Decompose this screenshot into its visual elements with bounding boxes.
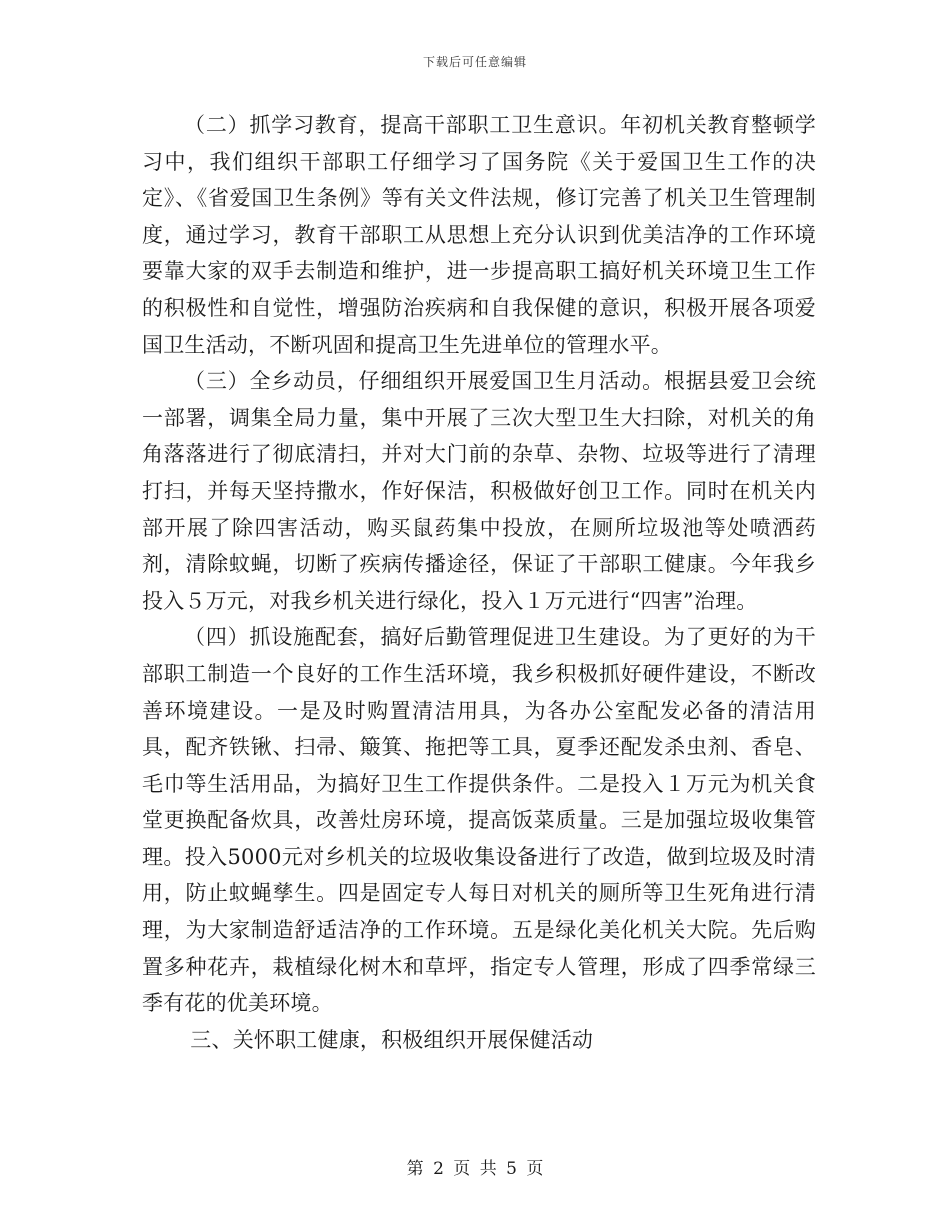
paragraph-4: （四）抓设施配套，搞好后勤管理促进卫生建设。为了更好的为干部职工制造一个良好的工作生活环境，我乡积极抓好硬件建设，不断改善环境建设。一是及时购置清洁用具，为各办公室配发必备的清洁用具，配齐铁锹、扫帚、簸箕、拖把等工具，夏季还配发杀虫剂、香皂、毛巾等生活用品，为搞好卫生工作提供条件。二是投入１万元为机关食堂更换配备炊具，改善灶房环境，提高饭菜质量。三是加强垃圾收集管理。投入5000元对乡机关的垃圾收集设备进行了改造，做到垃圾及时清用，防止蚊蝇孳生。四是固定专人每日对机关的厕所等卫生死角进行清理，为大家制造舒适洁净的工作环境。五是绿化美化机关大院。先后购置多种花卉，栽植绿化树木和草坪，指定专人管理，形成了四季常绿三季有花的优美环境。 bbox=[142, 625, 816, 1016]
paragraph-3: （三）全乡动员，仔细组织开展爱国卫生月活动。根据县爱卫会统一部署，调集全局力量，集中开展了三次大型卫生大扫除，对机关的角角落落进行了彻底清扫，并对大门前的杂草、杂物、垃圾等进行了清理打扫，并每天坚持撒水，作好保洁，积极做好创卫工作。同时在机关内部开展了除四害活动，购买鼠药集中投放，在厕所垃圾池等处喷洒药剂，清除蚊蝇，切断了疾病传播途径，保证了干部职工健康。今年我乡投入５万元，对我乡机关进行绿化，投入１万元进行“四害”治理。 bbox=[142, 369, 816, 613]
document-body bbox=[142, 107, 816, 1058]
section-heading: 三、关怀职工健康，积极组织开展保健活动 bbox=[190, 1027, 594, 1052]
page-header: 下载后可任意编辑 bbox=[422, 55, 527, 69]
paragraph-2: （二）抓学习教育，提高干部职工卫生意识。年初机关教育整顿学习中，我们组织干部职工仔细学习了国务院《关于爱国卫生工作的决定》、《省爱国卫生条例》等有关文件法规，修订完善了机关卫生管理制度，通过学习，教育干部职工从思想上充分认识到优美洁净的工作环境要靠大家的双手去制造和维护，进一步提高职工搞好机关环境卫生工作的积极性和自觉性，增强防治疾病和自我保健的意识，积极开展各项爱国卫生活动，不断巩固和提高卫生先进单位的管理水平。 bbox=[142, 113, 816, 357]
page-number: 第 2 页 共 5 页 bbox=[406, 1159, 544, 1179]
